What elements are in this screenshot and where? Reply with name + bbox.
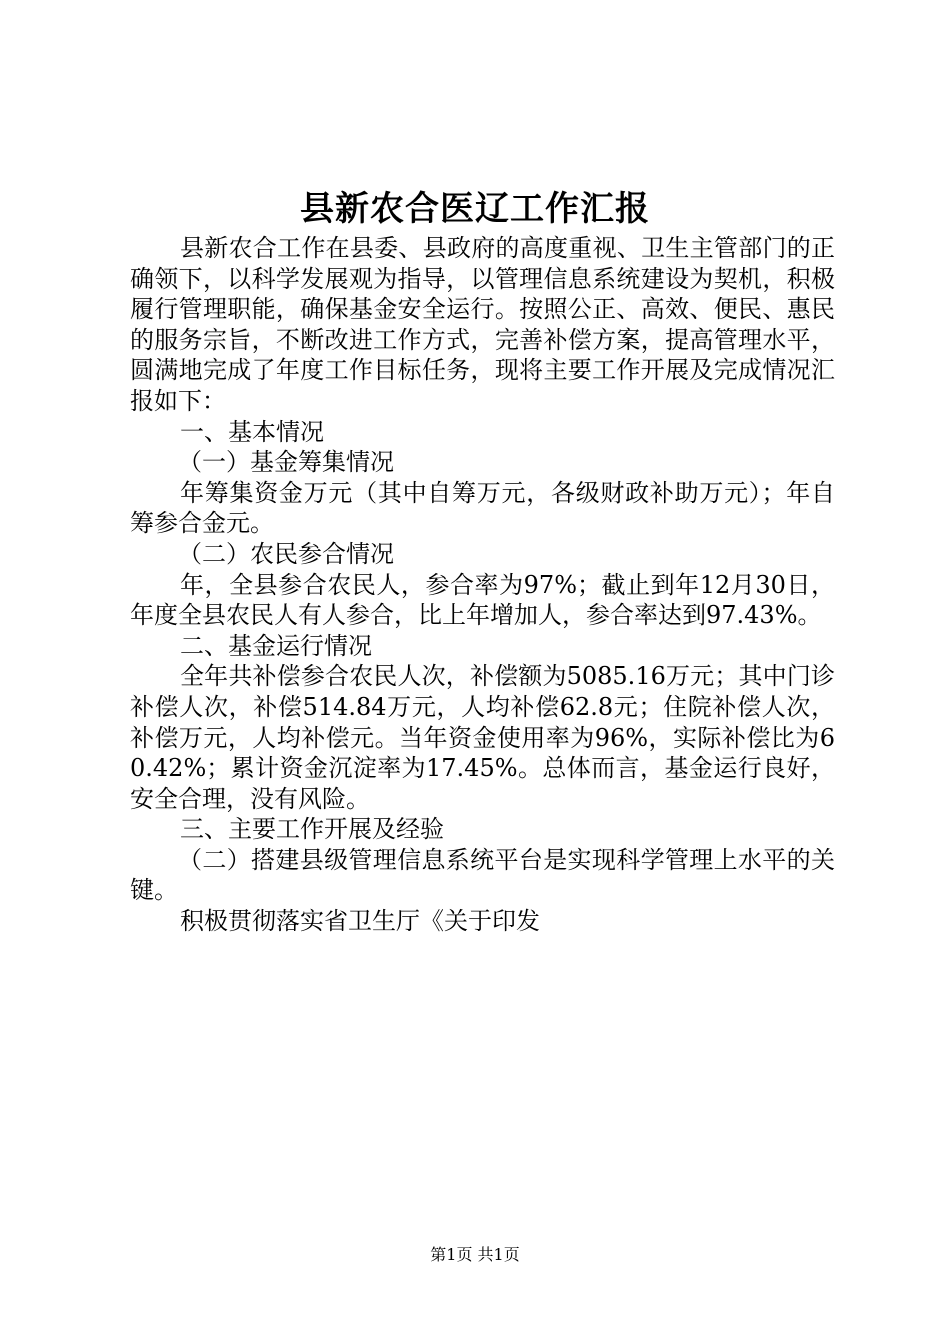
section-heading-main-work: 三、主要工作开展及经验 [180, 815, 444, 844]
subsection-heading-participation: （二）农民参合情况 [178, 539, 394, 568]
page-footer: 第1页 共1页 [430, 1245, 520, 1264]
section-heading-basic-situation: 一、基本情况 [180, 417, 324, 446]
subsection-heading-info-system: （二）搭建县级管理信息系统平台是实现科学管理上水平的关键。 [130, 845, 835, 905]
intro-paragraph: 县新农合工作在县委、县政府的高度重视、卫生主管部门的正确领下，以科学发展观为指导，以管理信息系统建设为契机，积极履行管理职能，确保基金安全运行。按照公正、高效、便民、惠民的服务宗旨，不断改进工作方式，完善补偿方案，提高管理水平，圆满地完成了年度工作目标任务，现将主要工作开展及完成情况汇报如下： [130, 234, 835, 415]
document-title: 县新农合医辽工作汇报 [300, 189, 650, 229]
subsection-heading-fund-raising: （一）基金筹集情况 [178, 448, 394, 477]
fund-raising-paragraph: 年筹集资金万元（其中自筹万元，各级财政补助万元）；年自筹参合金元。 [130, 478, 835, 538]
section-heading-fund-operation: 二、基金运行情况 [180, 631, 372, 660]
fund-operation-paragraph: 全年共补偿参合农民人次，补偿额为5085.16万元；其中门诊补偿人次，补偿514.84万元，人均补偿62.8元；住院补偿人次，补偿万元，人均补偿元。当年资金使用率为96%，实际补偿比为60.42%；累计资金沉淀率为17.45%。总体而言，基金运行良好，安全合理，没有风险。 [130, 662, 835, 813]
document-body [130, 233, 835, 937]
info-system-paragraph: 积极贯彻落实省卫生厅《关于印发 [180, 907, 540, 936]
participation-paragraph: 年，全县参合农民人，参合率为97%；截止到年12月30日，年度全县农民人有人参合，比上年增加人，参合率达到97.43%。 [130, 570, 835, 630]
